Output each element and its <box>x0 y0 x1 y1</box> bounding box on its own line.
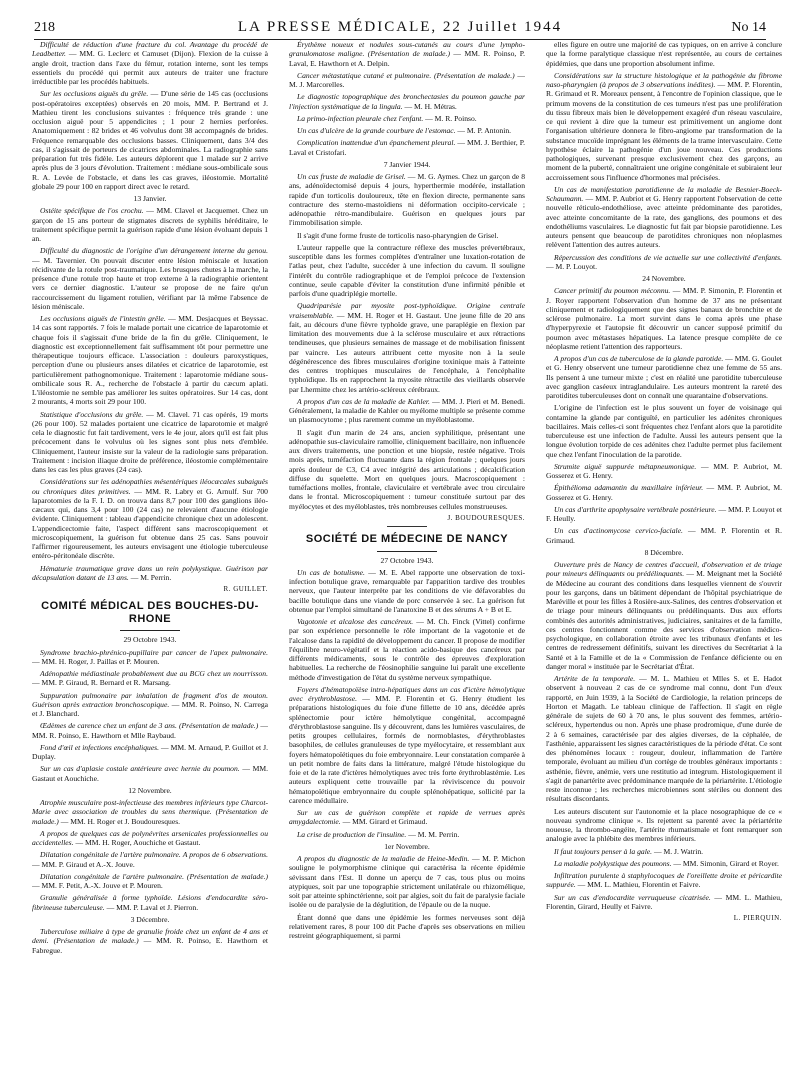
article-paragraph: Les occlusions aiguës de l'intestin grêle. — MM. Desjacques et Beyssac. 14 cas sont rapportés. 7 fois le malade portait une cicatrice de laparotomie et chaque fois il s'agissait d'une bride de la fin du grêle. Cliniquement, le diagnostic est exceptionnellement fait suffisamment tôt pour permettre une thérapeutique toujours efficace. L'association : douleurs paroxystiques, perception d'une ou plusieurs anses dilatées et cicatrice de laparotomie, est particulièrement pathognomonique. Traitement : laparotomie médiane sous-ombilicale sous R. A., recherche de l'obstacle à partir du cæcum aplati. L'iléostomie ne semble pas améliorer les suites opératoires. Sur 14 cas, dont 2 mourants, 4 morts soit 29 pour 100. <box>32 314 268 407</box>
article-paragraph: Un cas d'ulcère de la grande courbure de l'estomac. — M. P. Antonin. <box>297 126 512 135</box>
article-paragraph: Un cas fruste de maladie de Grisel. — M. G. Aymes. Chez un garçon de 8 ans, adénoïdectomisé depuis 4 jours, hyperthermie modérée, installation rapide d'un torticolis douloureux, tête en flexion directe, permanente sans contracture des sterno-mastoïdiens ni déformation occipito-cervicale ; adénopathie rétro-mandibulaire. Guérison en quelques jours par l'immobilisation simple. <box>289 172 525 228</box>
article-paragraph: La crise de production de l'insuline. — M. M. Perrin. <box>297 829 460 839</box>
section-heading: SOCIÉTÉ DE MÉDECINE DE NANCY <box>305 533 509 546</box>
article-paragraph: Tuberculose miliaire à type de granulie froide chez un enfant de 4 ans et demi. (Présentation de malade.) — MM. R. Poinso, E. Hawthorn et Fabregue. <box>32 927 268 955</box>
session-date: 29 Octobre 1943. <box>123 635 177 645</box>
article-paragraph: Sur un cas d'aplasie costale antérieure avec hernie du poumon. — MM. Gastaut et Aouchiche. <box>32 764 268 783</box>
column-3 <box>546 40 782 1082</box>
page-header <box>34 12 766 40</box>
article-paragraph: Dilatation congénitale de l'artère pulmonaire. A propos de 6 observations. — MM. P. Giraud et A.-X. Jouve. <box>32 850 268 869</box>
article-paragraph: Sur les occlusions aiguës du grêle. — D'une série de 145 cas (occlusions post-opératoires exceptées) observés en 20 mois, MM. P. Bertrand et J. Mathieu tirent les conclusions suivantes : fréquence très grande : une occlusion aiguë pour 5 appendicites ; 1 pour 2 hernies perforées. Anatomiquement : 82 brides et 46 volvulus dont 38 accompagnés de brides. Fréquence remarquable des occlusions basses. Cliniquement, dans 3/4 des cas, il s'agissait de porteurs de cicatrices abdominales. La radiographie sans préparation fut très fidèle. Les auteurs déplorent que 1 malade sur 2 arrive après plus de 3 jours d'évolution. Traitement : médiane sous-ombilicale sous R. A. Levée de l'obstacle, et dans les cas graves, iléostomie. Mortalité globale 29 pour 100 en rapport direct avec le retard. <box>32 89 268 191</box>
article-paragraph: Infiltration purulente à staphylocoques de l'oreillette droite et péricardite suppurée. — MM. L. Mathieu, Florentin et Faivre. <box>546 871 782 890</box>
article-paragraph: Ostéite spécifique de l'os crochu. — MM. Clavel et Jacquemet. Chez un garçon de 15 ans porteur de stigmates discrets de syphilis héréditaire, le traitement spécifique permit la guérison rapide d'une lésion évoluant depuis 1 an. <box>32 206 268 243</box>
article-paragraph: Ouverture près de Nancy de centres d'accueil, d'observation et de triage pour mineurs délinquants ou prédélinquants. — M. Meignant met la Société de Médecine au courant des conditions dans lesquelles viennent de s'ouvrir pour les garçons, dans un bâtiment dépendant de l'hôpital psychiatrique de Maréville et pour les filles à Rosière-aux-Salines, des centres d'observation et de triage pour mineurs délinquants ou prédélinquants. Dus aux efforts combinés des autorités administratives, judiciaires, sanitaires et de la famille, ces centres fonctionnent comme des services d'observation médico-psychologique, en collaboration étroite avec les tribunaux d'enfants et les centres de redressement définitifs, suivant les directives du Secrétariat à la Santé et à la Famille et de la « Commission de l'enfance déficiente ou en danger moral » instituée par le Secrétariat d'État. <box>546 560 782 671</box>
journal-title: LA PRESSE MÉDICALE, 22 Juillet 1944 <box>237 19 563 35</box>
article-paragraph: Strumite aiguë suppurée métapneumonique. — MM. P. Aubriot, M. Gosserez et G. Henry. <box>546 461 782 480</box>
article-paragraph: Foyers d'hématopoïèse intra-hépatiques dans un cas d'ictère hémolytique avec érythroblastose. — MM. P. Florentin et G. Henry étudient les préparations histologiques du foie d'une fillette de 10 ans, décédée après splénectomie pour ictère hémolytique congénital, accompagné d'érythroblastose sanguine. Ils y découvrent, dans les lumières vasculaires, de petits groupes cellulaires, formés de normoblastes, d'érythroblastes basophiles, de cellules granuleuses de type myélocytaire, et ressemblant aux foyers hématopoïétiques du foie embryonnaire. Leur constatation comparée à un petit nombre de faits dans la littérature, malgré l'étude histologique du foie et de la rate d'ictères hémolytiques avec très forte érythroblastémie. Les auteurs expliquent cette trouvaille par la réviviscence du pouvoir hématopoïétique embryonnaire du couple splénohépatique, sollicité par la carence médullaire. <box>289 684 525 805</box>
article-paragraph: A propos du diagnostic de la maladie de Heine-Medin. — M. P. Michon souligne le polymorphisme clinique qui caractérisa la récente épidémie sévissant dans l'Est. Il donne un aperçu de 7 cas, tous plus ou moins atypiques, soit par une topographie strictement unilatérale ou rhizomélique, soit par atteinte sphinctérienne, soit par algies, soit du fait de paralysie faciale isolée ou de paralysie de la déglutition, de l'épaule ou de la nuque. <box>289 854 525 910</box>
session-date: 12 Novembre. <box>128 785 172 795</box>
article-paragraph: Répercussion des conditions de vie actuelle sur une collectivité d'enfants. — M. P. Louyot. <box>546 252 782 271</box>
article-paragraph: Cancer primitif du poumon méconnu. — MM. P. Simonin, P. Florentin et J. Royer rapportent l'observation d'un homme de 37 ans ne présentant cliniquement et radiologiquement que des signes banaux de bronchite et de sclérose pulmonaire. La mort survint dans le coma après une phase d'hyperpyrexie et l'autopsie fit découvrir un cancer supposé primitif du poumon avec métastases hépatiques. La latence presque complète de ce néoplasme retient l'attention des rapporteurs. <box>546 286 782 351</box>
article-paragraph: A propos d'un cas de la maladie de Kahler. — MM. J. Pieri et M. Benedi. Généralement, la maladie de Kahler ou myélome multiple se présente comme un plasmocytome ; plus rarement comme un myéloblastome. <box>289 396 525 425</box>
article-paragraph: Fond d'œil et infections encéphaliques. — MM. M. Arnaud, P. Guillot et J. Duplay. <box>32 742 268 762</box>
session-date: 13 Janvier. <box>133 194 167 203</box>
article-paragraph: Il s'agit d'un marin de 24 ans, ancien syphilitique, présentant une adénopathie sus-claviculaire ramollie, cliniquement bacillaire, non influencée aux divers traitements, une ponction et une biopsie, restée négative. Trois mois après, tuméfaction fluctuante dans la région frontale ; quelques jours après douleur de C3, C4 avec intégrité des articulations ; décalcification diffuse du squelette. Mort en quelques jours. Macroscopiquement : tuméfactions molles, frontale, claviculaire et vertébrale avec trou circulaire dans le frontal. Microscopiquement : tumeur constituée surtout par des myélocytes et des myéloblastes, très nombreuses cellules monstrueuses. <box>289 427 525 511</box>
article-paragraph: Les auteurs discutent sur l'autonomie et la place nosographique de ce « nouveau syndrome clinique ». Ils rejettent sa parenté avec la périartérite noueuse, la thrombo-angéite, l'artérite rhumatismale et font remarquer son analogie avec la phlébite des membres inférieurs. <box>546 806 782 844</box>
article-paragraph: Granulie généralisée à forme typhoïde. Lésions d'endocardite séro-fibrineuse tuberculeuse. — MM. P. Laval et J. Pierron. <box>32 893 268 912</box>
article-paragraph: Suppuration pulmonaire par inhalation de fragment d'os de mouton. Guérison après extraction bronchoscopique. — MM. R. Poinso, N. Carrega et J. Blanchard. <box>32 690 268 719</box>
article-paragraph: L'origine de l'infection est le plus souvent un foyer de voisinage qui contamine la glande par contiguïté, en particulier les adénites chroniques bacillaires. Mais celles-ci sont fréquentes chez l'enfant alors que la parotidite tuberculeuse est une infection de l'adulte. Aussi les auteurs pensent que la longue évolution torpide de ces adénites chez l'adulte permet plus facilement que chez l'enfant l'inoculation de la parotide. <box>546 403 782 459</box>
article-paragraph: Syndrome brachio-phrénico-pupillaire par cancer de l'apex pulmonaire. — MM. H. Roger, J. Paillas et P. Mouren. <box>32 647 268 666</box>
issue-number: No 14 <box>731 20 766 35</box>
article-paragraph: A propos de quelques cas de polynévrites arsenicales professionnelles ou accidentelles. — MM. H. Roger, Aouchiche et Gastaut. <box>32 828 268 848</box>
article-paragraph: Statistique d'occlusions du grêle. — M. Clavel. 71 cas opérés, 19 morts (26 pour 100). 52 malades portaient une cicatrice de laparotomie et malgré cela le diagnostic fut fait tardivement, vers le 4e jour, alors qu'il est fait plus précocement dans le volvulus où les signes sont plus nets d'emblée. Cliniquement, l'auteur insiste sur la valeur de la radiologie sans préparation. Traitement : incision iliaque droite de préférence, iléostomie complémentaire dans les cas les plus graves (24 cas). <box>32 409 268 474</box>
session-date: 1er Novembre. <box>384 841 430 851</box>
section-divider <box>120 630 180 631</box>
author-signature: J. BOUDOURESQUES. <box>447 513 525 522</box>
article-paragraph: La primo-infection pleurale chez l'enfant. — M. R. Poinso. <box>297 113 477 123</box>
divider <box>387 526 427 527</box>
article-paragraph: Difficulté de réduction d'une fracture du col. Avantage du procédé de Leadbetter. — MM. G. Leclerc et Camuset (Dijon). Flexion de la cuisse à angle droit, traction dans l'axe du fémur, rotation interne, sont les temps essentiels du procédé qui permit aux auteurs de traiter une fracture irréductible par les procédés habituels. <box>32 40 268 86</box>
article-paragraph: Un cas de botulisme. — M. E. Abel rapporte une observation de toxi-infection botulique grave, remarquable par l'apparition tardive des troubles nerveux, que l'auteur interprète par les conditions de vie défavorables du bacille botulique dans une viande de porc conservée à sec. La guérison fut obtenue par l'emploi simultané de l'anatoxine B et des sérums A + B et E. <box>289 567 525 614</box>
article-paragraph: Il s'agit d'une forme fruste de torticolis naso-pharyngien de Grisel. <box>297 230 499 240</box>
article-paragraph: L'auteur rappelle que la contracture réflexe des muscles prévertébraux, susceptible dans les formes complètes d'entraîner une luxation-rotation de l'atlas peut, chez l'adulte, succéder à une infection du cavum. Il souligne l'intérêt du contrôle radiographique et de l'emploi précoce de l'extension continue, seule capable d'éviter la constitution d'une infirmité pénible et parfois d'une quadriplégie mortelle. <box>289 242 525 298</box>
section-divider <box>377 551 437 552</box>
session-date: 7 Janvier 1944. <box>383 159 431 169</box>
article-paragraph: Étant donné que dans une épidémie les formes nerveuses sont déjà relativement rares, 8 pour 100 dit Pache d'après ses observations en milieu restreint géographiquement, si parmi <box>289 912 525 941</box>
article-paragraph: Un cas d'arthrite apophysaire vertébrale postérieure. — MM. P. Louyot et F. Heully. <box>546 504 782 523</box>
author-signature: L. PIERQUIN. <box>733 914 782 922</box>
article-paragraph: Un cas d'actinomycose cervico-faciale. — MM. P. Florentin et R. Grimaud. <box>546 526 782 545</box>
article-paragraph: Complication inattendue d'un épanchement pleural. — MM. J. Berthier, P. Laval et Cristofari. <box>289 138 525 157</box>
column-2 <box>289 40 525 1082</box>
article-paragraph: Considérations sur la structure histologique et la pathogénie du fibrome naso-pharyngien (à propos de 3 observations inédites). — MM. P. Florentin, R. Grimaud et R. Moreaux pensent, à l'encontre de l'opinion classique, que le primum movens de la constitution de ces tumeurs n'est pas une prolifération du tissu fibreux mais bien le développement exagéré d'un réseau vasculaire, ce qui revient à dire que la tumeur est primitivement un angiome dont l'organisation ultérieure donnera le fibro-angiome par transformation de la substance mucoïde imprégnant les éléments de la trame intervasculaire. Cette hypothèse éclaire la pathogénie d'un joue nouveau. Ces productions pathologiques, survenant presque exclusivement chez des garçons, au moment de la puberté, connaîtraient une origine congénitale et subiraient leur accroissement sous l'influence d'hormones mal précisées. <box>546 70 782 182</box>
article-paragraph: Artérite de la temporale. — M. L. Mathieu et Mlles S. et E. Hadot observent à nouveau 2 cas de ce syndrome mal connu, dont l'un d'eux rapporté, en Juin 1939, à la Société de Cardiologie, la relation princeps de Horton et Magath. Le tableau clinique de l'affection. Il s'agit en règle générale de sujets de 60 à 70 ans, le plus souvent des femmes, artério-scléreux, hypertendus ou non. Après une phase prodromique, d'une durée de 2 à 6 semaines, caractérisée par des algies diverses, de la céphalée, de l'asthénie, apparaissent les signes caractéristiques de la période d'état. Ce sont des phénomènes locaux : rougeur, douleur, inflammation de l'artère temporale, évoluant au milieu d'un cortège de troubles généraux importants : asthénie, fièvre, anémie, vers une restitutio ad integrum. Histologiquement il s'agit de panartérite avec prédominance marquée de la périartérite. L'étiologie reste inconnue ; les recherches microbiennes sont stériles ou donnent des résultats discordants. <box>546 674 782 804</box>
section-heading-block <box>32 600 268 632</box>
article-paragraph: Érythème noueux et nodules sous-cutanés au cours d'une lympho-granulomatose maligne. (Présentation de malade.) — MM. R. Poinso, P. Laval, E. Hawthorn et A. Delpin. <box>289 40 525 68</box>
author-signature: R. GUILLET. <box>223 585 268 593</box>
article-paragraph: Dilatation congénitale de l'artère pulmonaire. (Présentation de malade.) — MM. F. Petit, A.-X. Jouve et P. Mouren. <box>32 871 268 891</box>
article-paragraph: Sur un cas de guérison complète et rapide de verrues après amygdalectomie. — MM. Girard et Grimaud. <box>289 808 525 827</box>
article-paragraph: Hématurie traumatique grave dans un rein polykystique. Guérison par décapsulation datant de 13 ans. — M. Perrin. <box>32 563 268 582</box>
column-1 <box>32 40 268 1082</box>
article-paragraph: Épithélioma adamantin du maxillaire inférieur. — MM. P. Aubriot, M. Gosserez et G. Henry. <box>546 483 782 502</box>
session-date: 24 Novembre. <box>642 274 686 283</box>
article-paragraph: Un cas de manifestation parotidienne de la maladie de Besnier-Boeck-Schaumann. — MM. P. Aubriot et G. Henry rapportent l'observation de cette nouvelle réticulo-endothéliose, avec atteinte prédominante des parotides, avec atteinte concomitante de la rate, des ganglions, des poumons et des endothéliums vasculaires. Le diagnostic fut fait par biopsie parotidienne. Les auteurs pensent que beaucoup de parotidites chroniques non néoplasmes relèvent l'attention des autres auteurs. <box>546 184 782 250</box>
article-paragraph: A propos d'un cas de tuberculose de la glande parotide. — MM. G. Goulet et G. Henry observent une tumeur parotidienne chez une femme de 55 ans. Ils pensent à une tumeur mixte ; c'est en réalité une parotidite tuberculeuse avec ganglion caséeux intraglandulaire. Les auteurs montrent la rareté des parotidites tuberculeuses dont on connaît une quarantaine d'observations. <box>546 354 782 400</box>
article-paragraph: La maladie polykystique des poumons. — MM. Simonin, Girard et Royer. <box>554 858 779 868</box>
section-heading-block <box>289 533 525 551</box>
session-date: 8 Décembre. <box>644 547 684 557</box>
article-paragraph: Vagotonie et alcalose des cancéreux. — M. Ch. Finck (Vittel) confirme par son expérience personnelle le rôle important de la vagotonie et de l'alcalose dans la rapidité de développement du cancer. Il propose de modifier l'équilibre neuro-végétatif et la réaction acido-basique des cancéreux par différents médicaments, sous le contrôle des épreuves d'exploration habituelles. La recherche de l'éosinophilie sanguine lui paraît une excellente méthode d'investigation de l'état du système nerveux sympathique. <box>289 617 525 682</box>
article-paragraph: Il faut toujours penser à la gale. — M. J. Watrin. <box>554 846 704 856</box>
article-paragraph: Atrophie musculaire post-infectieuse des membres inférieurs type Charcot-Marie avec association de troubles du sens thermique. (Présentation de malade.) — MM. H. Roger et J. Boudouresques. <box>32 798 268 826</box>
article-paragraph: Difficulté du diagnostic de l'origine d'un dérangement interne du genou. — M. Tavernier. On pouvait discuter entre lésion méniscale et luxation récidivante de la rotule post-traumatique. Les brusques chutes à la marche, la présence d'une rotule trop haute et trop externe à la radiographie orientent vers ce dernier diagnostic. L'auteur se propose de ne faire qu'un raccourcissement du ligament rotulien, vérifiant par là même l'absence de lésion méniscale. <box>32 246 268 311</box>
session-date: 27 Octobre 1943. <box>380 555 434 565</box>
article-paragraph: elles figure en outre une majorité de cas typiques, on en arrive à conclure que la forme paralytique classique n'est représentée, au cours de certaines épidémies, que dans une proportion absolument infime. <box>546 40 782 68</box>
article-paragraph: Considérations sur les adénopathies mésentériques iléocæcales subaiguës ou chroniques dites primitives. — MM. R. Labry et G. Arnulf. Sur 700 laparotomies de la F. I. D. on trouva dans 8,7 pour 100 des ganglions iléo-cæcaux qui, dans 3,4 pour 100 (24 cas) ne relevaient d'aucune étiologie évidente. Cliniquement : tableau d'appendicite chronique chez un adolescent. L'appendicectomie faite, l'aspect différent sans macroscopiquement et microscopiquement, la guérison fut obtenue dans 25 cas. Sans pouvoir l'affirmer rigoureusement, les auteurs envisagent une étiologie tuberculeuse entéro-péritonéale discrète. <box>32 477 268 561</box>
section-heading: COMITÉ MÉDICAL DES BOUCHES-DU-RHONE <box>41 599 259 625</box>
article-paragraph: Œdèmes de carence chez un enfant de 3 ans. (Présentation de malade.) — MM. R. Poinso, E. Hawthorn et Mlle Raybaud. <box>32 721 268 740</box>
article-paragraph: Quadriparésie par myosite post-typhoïdique. Origine centrale vraisemblable. — MM. H. Roger et H. Gastaut. Une jeune fille de 20 ans fait, au décours d'une fièvre typhoïde grave, une paraplégie en flexion par limitation des mouvements due à la sclérose musculaire et aux rétractions tendineuses, que plusieurs semaines de massage et de mobilisation finissent par vaincre. Les auteurs attribuent cette myosite non à la seule dégénérescence des fibres musculaires d'origine toxinique mais à l'atteinte des centres trophiques musculaires de l'encéphale, à l'encéphalite typhoïdique. Ils en rapprochent la myosite rétractile des vieillards observée par Lhermitte chez les artério-scléreux cérébraux. <box>289 301 525 394</box>
page-number: 218 <box>34 20 55 35</box>
article-paragraph: Sur un cas d'endocardite verruqueuse cicatrisée. — MM. L. Mathieu, Florentin, Girard, Heully et Faivre. <box>546 892 782 911</box>
article-paragraph: Cancer métastatique cutané et pulmonaire. (Présentation de malade.) — M. J. Marcorelles. <box>289 70 525 89</box>
article-paragraph: Adénopathie médiastinale probablement due au BCG chez un nourrisson. — MM. P. Giraud, R. Bernard et R. Marsang. <box>32 669 268 688</box>
session-date: 3 Décembre. <box>130 914 170 924</box>
article-paragraph: Le diagnostic topographique des bronchectasies du poumon gauche par l'injection systématique de la lingula. — M. H. Métras. <box>289 92 525 111</box>
